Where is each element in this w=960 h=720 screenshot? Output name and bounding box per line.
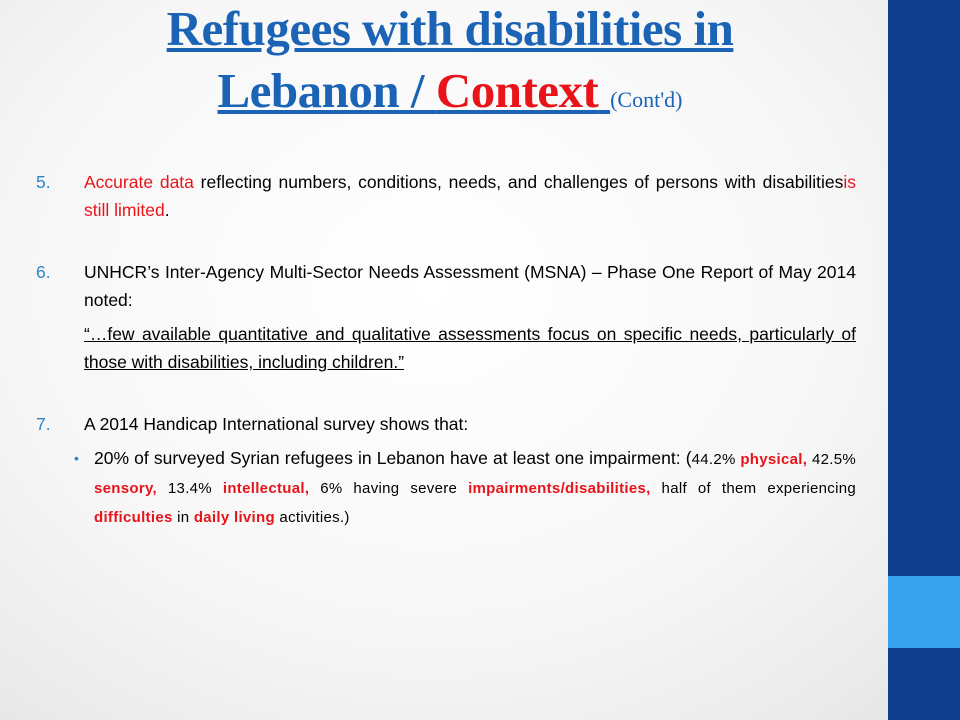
bullet-text [94, 444, 856, 531]
highlight-text: Accurate data [84, 172, 194, 192]
bullet-highlight: sensory, [94, 480, 157, 497]
item-number: 5. [36, 172, 51, 192]
bullet-part: 42.5% [807, 451, 856, 468]
bullet-highlight: intellectual, [222, 480, 310, 497]
bullet-part: activities.) [274, 509, 350, 526]
item-text [84, 168, 856, 224]
title-suffix: (Cont'd) [610, 87, 683, 112]
slide-title [60, 0, 840, 131]
bullet-icon: • [74, 450, 79, 466]
bullet-part: 13.4% [157, 480, 223, 497]
bullet-highlight: physical, [740, 451, 808, 468]
item-text-part: reflecting numbers, conditions, needs, and challenges of persons with disabilities [193, 172, 844, 192]
bullet-part: 44.2% [691, 451, 741, 468]
item-body [74, 410, 857, 531]
item-body [84, 258, 856, 376]
bullet-part: half of them experiencing [650, 480, 857, 497]
item-number: 6. [36, 262, 51, 282]
list-item-5 [36, 168, 856, 224]
bullet-item [74, 444, 856, 531]
item-text: UNHCR’s Inter-Agency Multi-Sector Needs Assessment (MSNA) – Phase One Report of May 2014 noted: [84, 262, 856, 310]
title-line1: Refugees with disabilities in [166, 1, 734, 56]
quote-text: “…few available quantitative and qualitative assessments focus on specific needs, particularly of those with disabilities, including children.” [84, 324, 856, 372]
list-item-7 [36, 410, 856, 531]
item-text: A 2014 Handicap International survey shows that: [84, 414, 469, 434]
bullet-highlight: impairments/disabilities, [468, 480, 651, 497]
bullet-lead: 20% of surveyed Syrian refugees in Lebanon have at least one impairment: ( [94, 448, 692, 468]
bullet-part: 6% having severe [309, 480, 469, 497]
item-text-part: . [164, 200, 170, 220]
title-context: Context [435, 63, 599, 118]
list-item-6 [36, 258, 856, 376]
item-number: 7. [36, 414, 51, 434]
title-line2: Lebanon / [217, 63, 436, 118]
slide-content [36, 168, 856, 531]
highlight-text: is still limited [84, 172, 857, 220]
sidebar-accent [888, 576, 960, 648]
bullet-highlight: difficulties [94, 509, 173, 526]
bullet-part: in [172, 509, 194, 526]
bullet-highlight: daily living [193, 509, 275, 526]
